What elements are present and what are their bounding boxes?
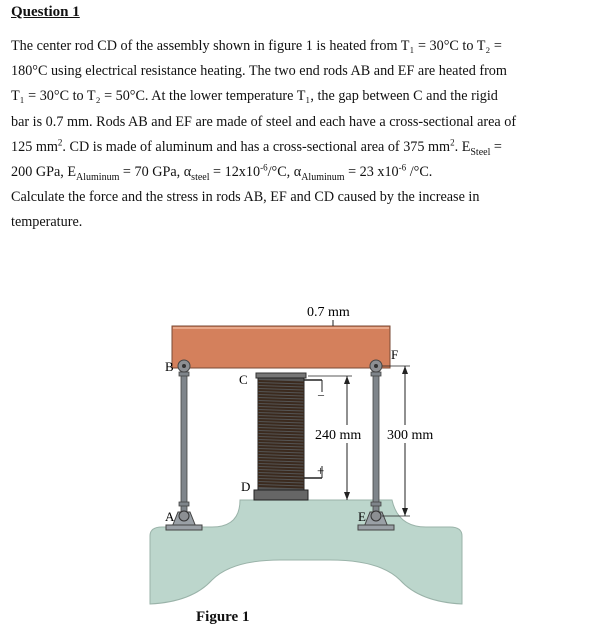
statement-line-4: bar is 0.7 mm. Rods AB and EF are made of steel and each have a cross-sectional area of (11, 113, 517, 130)
rigid-bar (172, 326, 390, 368)
text-run: /°C. (406, 164, 433, 181)
question-title: Question 1 (11, 4, 80, 20)
statement-line-1: The center rod CD of the assembly shown in figure 1 is heated from T₁ = 30°C to T₂ = (11, 38, 502, 54)
text-run: = 23 x10 (344, 164, 399, 181)
superscript: -6 (260, 162, 268, 173)
pin-e (371, 511, 381, 521)
label-b: B (165, 359, 174, 374)
superscript: -6 (398, 162, 407, 173)
text-run: = (490, 138, 502, 155)
rod-ab-collar-bottom (179, 502, 189, 506)
label-f: F (391, 347, 399, 362)
text-run: 125 mm (11, 138, 58, 155)
statement-line-7: Calculate the force and the stress in rods AB, EF and CD caused by the increase in (11, 189, 480, 206)
rod-ef-collar-bottom (371, 502, 381, 506)
rod-ef-collar-top (371, 372, 381, 376)
dim-300-label: 300 mm (387, 428, 434, 443)
text-run: /°C, α (267, 164, 302, 181)
label-a: A (165, 509, 175, 524)
subscript: Steel (470, 146, 491, 158)
gap-label: 0.7 mm (307, 305, 350, 320)
ground-support (150, 500, 462, 604)
superscript: 2 (450, 137, 455, 148)
dim-240-arrow-bottom (344, 492, 350, 500)
rod-ab (181, 366, 187, 516)
rod-cd-base (254, 490, 308, 500)
statement-line-8: temperature. (11, 214, 83, 231)
text-run: . CD is made of aluminum and has a cross-sectional area of 375 mm (62, 138, 451, 155)
superscript: 2 (57, 137, 63, 148)
text-run: 200 GPa, E (11, 164, 77, 181)
pin-a (179, 511, 189, 521)
subscript: Aluminum (301, 171, 345, 183)
dim-240-label: 240 mm (315, 428, 362, 443)
statement-line-3: T₁ = 30°C to T₂ = 50°C. At the lower temperature T₁, the gap between C and the rigid (11, 88, 498, 105)
statement-line-2: 180°C using electrical resistance heating. The two end rods AB and EF are heated from (11, 63, 507, 80)
text-run: . E (454, 138, 471, 155)
rod-cd-top-plate (256, 373, 306, 378)
dim-240-arrow-top (344, 376, 350, 384)
dim-300-arrow-top (402, 366, 408, 374)
rod-ab-collar-top (179, 372, 189, 376)
pin-f-center (374, 364, 378, 368)
subscript: Aluminum (76, 171, 120, 183)
label-c: C (239, 372, 248, 387)
bracket-a-base (166, 525, 202, 530)
lead-minus-sign: – (318, 387, 324, 401)
text-run: = 70 GPa, α (119, 164, 192, 181)
lead-plus-sign: + (317, 463, 325, 478)
pin-b-center (182, 364, 186, 368)
label-e: E (358, 509, 366, 524)
subscript: steel (191, 171, 210, 183)
label-d: D (241, 479, 251, 494)
text-run: = 12x10 (209, 164, 261, 181)
figure-caption: Figure 1 (196, 609, 250, 625)
dim-300-arrow-bottom (402, 508, 408, 516)
rod-ef (373, 366, 379, 516)
bracket-e-base (358, 525, 394, 530)
